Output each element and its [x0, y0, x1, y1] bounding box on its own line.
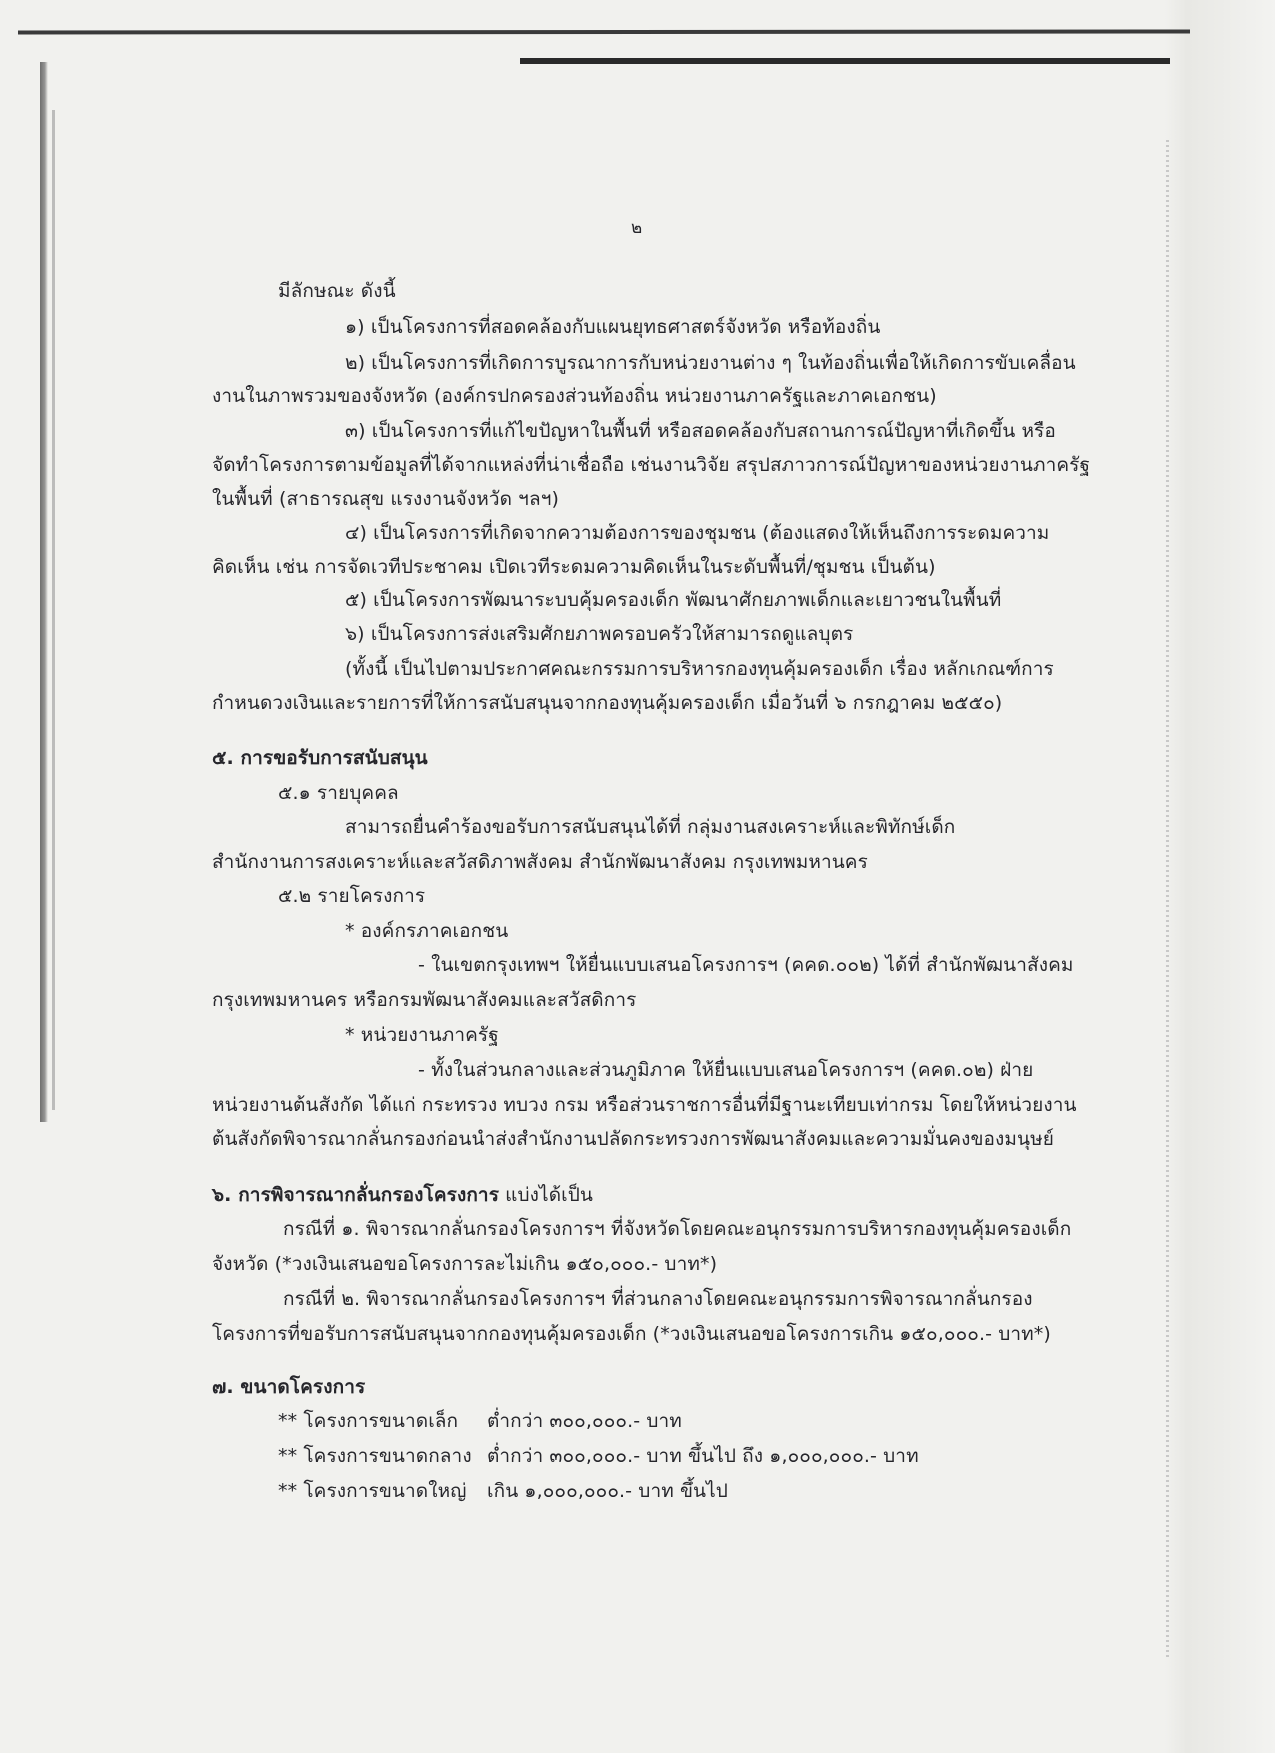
section-5-line: - ทั้งในส่วนกลางและส่วนภูมิภาค ให้ยื่นแบบเสนอโครงการฯ (คคด.๐๒) ฝ่าย — [418, 1059, 1034, 1081]
project-size-label: ** โครงการขนาดเล็ก — [278, 1410, 459, 1432]
section-6-line: กรณีที่ ๒. พิจารณากลั่นกรองโครงการฯ ที่ส่วนกลางโดยคณะอนุกรรมการพิจารณากลั่นกรอง — [283, 1288, 1033, 1310]
project-size-value: ต่ำกว่า ๓๐๐,๐๐๐.- บาท — [487, 1410, 682, 1432]
section-6-line: โครงการที่ขอรับการสนับสนุนจากกองทุนคุ้มครองเด็ก (*วงเงินเสนอขอโครงการเกิน ๑๕๐,๐๐๐.- บาท*) — [212, 1323, 1051, 1345]
section-6-heading-suffix: แบ่งได้เป็น — [499, 1184, 593, 1206]
section-5-line: * องค์กรภาคเอกชน — [345, 920, 509, 942]
criteria-note: (ทั้งนี้ เป็นไปตามประกาศคณะกรรมการบริหารกองทุนคุ้มครองเด็ก เรื่อง หลักเกณฑ์การ — [345, 658, 1054, 680]
project-size-value: ต่ำกว่า ๓๐๐,๐๐๐.- บาท ขึ้นไป ถึง ๑,๐๐๐,๐๐๐.- บาท — [487, 1445, 919, 1467]
criteria-line: คิดเห็น เช่น การจัดเวทีประชาคม เปิดเวทีระดมความคิดเห็นในระดับพื้นที่/ชุมชน เป็นต้น) — [212, 556, 936, 578]
criteria-line: ในพื้นที่ (สาธารณสุข แรงงานจังหวัด ฯลฯ) — [212, 488, 559, 510]
section-6-line: จังหวัด (*วงเงินเสนอขอโครงการละไม่เกิน ๑๕๐,๐๐๐.- บาท*) — [212, 1253, 718, 1275]
section-7-heading: ๗. ขนาดโครงการ — [212, 1376, 366, 1398]
section-5-line: ต้นสังกัดพิจารณากลั่นกรองก่อนนำส่งสำนักงานปลัดกระทรวงการพัฒนาสังคมและความมั่นคงของมนุษย์ — [212, 1128, 1055, 1150]
criteria-line: ๒) เป็นโครงการที่เกิดการบูรณาการกับหน่วยงานต่าง ๆ ในท้องถิ่นเพื่อให้เกิดการขับเคลื่อน — [345, 352, 1076, 374]
project-size-label: ** โครงการขนาดใหญ่ — [278, 1480, 467, 1502]
section-5-line: * หน่วยงานภาครัฐ — [345, 1024, 499, 1046]
criteria-line: งานในภาพรวมของจังหวัด (องค์กรปกครองส่วนท้องถิ่น หน่วยงานภาครัฐและภาคเอกชน) — [212, 385, 937, 407]
section-5-line: - ในเขตกรุงเทพฯ ให้ยื่นแบบเสนอโครงการฯ (คคด.๐๐๒) ได้ที่ สำนักพัฒนาสังคม — [418, 954, 1074, 976]
criteria-line: จัดทำโครงการตามข้อมูลที่ได้จากแหล่งที่น่าเชื่อถือ เช่นงานวิจัย สรุปสภาวการณ์ปัญหาของหน่วยงานภาครัฐ — [212, 454, 1091, 476]
section-6-heading-bold: ๖. การพิจารณากลั่นกรองโครงการ — [212, 1184, 500, 1206]
section-5-line: กรุงเทพมหานคร หรือกรมพัฒนาสังคมและสวัสดิการ — [212, 989, 637, 1011]
section-6-heading — [212, 1182, 593, 1208]
project-size-label: ** โครงการขนาดกลาง — [278, 1445, 472, 1467]
section-6-line: กรณีที่ ๑. พิจารณากลั่นกรองโครงการฯ ที่จังหวัดโดยคณะอนุกรรมการบริหารกองทุนคุ้มครองเด็ก — [283, 1218, 1072, 1240]
section-5-2-title: ๕.๒ รายโครงการ — [278, 885, 426, 907]
criteria-line: ๔) เป็นโครงการที่เกิดจากความต้องการของชุมชน (ต้องแสดงให้เห็นถึงการระดมความ — [345, 522, 1050, 544]
criteria-line: ๕) เป็นโครงการพัฒนาระบบคุ้มครองเด็ก พัฒนาศักยภาพเด็กและเยาวชนในพื้นที่ — [345, 589, 1002, 611]
criteria-note: กำหนดวงเงินและรายการที่ให้การสนับสนุนจากกองทุนคุ้มครองเด็ก เมื่อวันที่ ๖ กรกฎาคม ๒๕๕๐) — [212, 692, 1003, 714]
section-5-line: สามารถยื่นคำร้องขอรับการสนับสนุนได้ที่ กลุ่มงานสงเคราะห์และพิทักษ์เด็ก — [345, 816, 956, 838]
page-number: ๒ — [631, 218, 643, 238]
section-5-line: สำนักงานการสงเคราะห์และสวัสดิภาพสังคม สำนักพัฒนาสังคม กรุงเทพมหานคร — [212, 851, 868, 873]
section-5-1-title: ๕.๑ รายบุคคล — [278, 782, 399, 804]
criteria-line: ๑) เป็นโครงการที่สอดคล้องกับแผนยุทธศาสตร์จังหวัด หรือท้องถิ่น — [345, 316, 881, 338]
intro-text: มีลักษณะ ดังนี้ — [278, 280, 396, 302]
project-size-value: เกิน ๑,๐๐๐,๐๐๐.- บาท ขึ้นไป — [487, 1480, 728, 1502]
criteria-line: ๖) เป็นโครงการส่งเสริมศักยภาพครอบครัวให้สามารถดูแลบุตร — [345, 623, 854, 645]
section-5-line: หน่วยงานต้นสังกัด ได้แก่ กระทรวง ทบวง กรม หรือส่วนราชการอื่นที่มีฐานะเทียบเท่ากรม โดยให้หน่วยงาน — [212, 1094, 1077, 1116]
criteria-line: ๓) เป็นโครงการที่แก้ไขปัญหาในพื้นที่ หรือสอดคล้องกับสถานการณ์ปัญหาที่เกิดขึ้น หรือ — [345, 420, 1056, 442]
section-5-heading: ๕. การขอรับการสนับสนุน — [212, 747, 428, 769]
